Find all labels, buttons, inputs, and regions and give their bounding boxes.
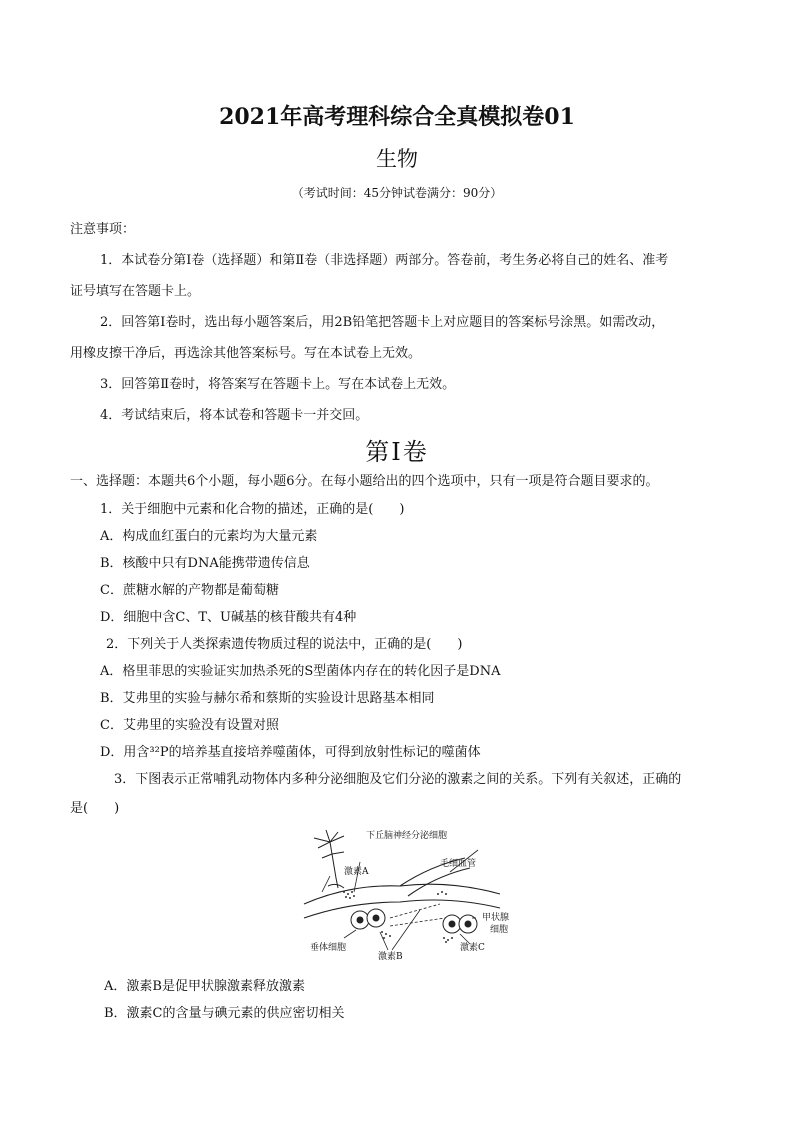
hypothalamus-neuron (314, 830, 344, 888)
question-option: A．构成血红蛋白的元素均为大量元素 (100, 529, 318, 544)
label-hormone-c: 激素C (460, 943, 485, 953)
thyroid-cells (443, 915, 477, 933)
question-option: B．核酸中只有DNA能携带遗传信息 (100, 556, 310, 571)
question-option: A．格里菲思的实验证实加热杀死的S型菌体内存在的转化因子是DNA (100, 664, 501, 679)
page-title: 2021年高考理科综合全真模拟卷01 (219, 104, 575, 130)
question-option: C．蔗糖水解的产物都是葡萄糖 (100, 583, 279, 598)
label-capillary: 毛细血管 (440, 859, 477, 869)
label-hormone-a: 激素A (344, 867, 369, 877)
label-hypothalamus: 下丘脑神经分泌细胞 (366, 831, 448, 841)
question-option: C．艾弗里的实验没有设置对照 (100, 718, 279, 733)
subject-title: 生物 (376, 147, 418, 171)
question-stem: 3．下图表示正常哺乳动物体内多种分泌细胞及它们分泌的激素之间的关系。下列有关叙述，正确的 (114, 772, 682, 787)
question-option: A．激素B是促甲状腺激素释放激素 (104, 979, 305, 994)
question-stem: 1．关于细胞中元素和化合物的描述，正确的是( ) (100, 502, 405, 517)
question-stem-continued: 是( ) (70, 801, 120, 816)
notice-item: 用橡皮擦干净后，再选涂其他答案标号。写在本试卷上无效。 (70, 346, 422, 361)
notice-item: 3．回答第Ⅱ卷时，将答案写在答题卡上。写在本试卷上无效。 (100, 377, 456, 392)
question-option: D．细胞中含C、T、U碱基的核苷酸共有4种 (100, 610, 357, 625)
label-thyroid-line1: 甲状腺 (482, 913, 510, 923)
question-option: D．用含³²P的培养基直接培养噬菌体，可得到放射性标记的噬菌体 (100, 745, 481, 760)
label-pituitary: 垂体细胞 (310, 943, 347, 953)
section-title: 第Ⅰ卷 (365, 438, 429, 466)
notice-item: 4．考试结束后，将本试卷和答题卡一并交回。 (100, 408, 369, 423)
notice-heading: 注意事项： (70, 222, 136, 237)
exam-time-info: （考试时间：45分钟试卷满分：90分） (291, 186, 503, 200)
notice-item: 2．回答第Ⅰ卷时，选出每小题答案后，用2B铅笔把答题卡上对应题目的答案标号涂黑。如需改动， (100, 315, 665, 330)
question-option: B．激素C的含量与碘元素的供应密切相关 (104, 1006, 345, 1021)
pituitary-cells (351, 909, 385, 929)
label-thyroid-line2: 细胞 (490, 925, 509, 935)
label-hormone-b: 激素B (378, 952, 403, 962)
endocrine-diagram (300, 826, 530, 966)
notice-item: 1．本试卷分第Ⅰ卷（选择题）和第Ⅱ卷（非选择题）两部分。答卷前，考生务必将自己的姓名、准考 (100, 253, 669, 268)
notice-item: 证号填写在答题卡上。 (70, 284, 201, 299)
question-stem: 2．下列关于人类探索遗传物质过程的说法中，正确的是( ) (106, 637, 463, 652)
part-instruction: 一、选择题：本题共6个小题，每小题6分。在每小题给出的四个选项中，只有一项是符合题目要求的。 (70, 474, 659, 489)
question-option: B．艾弗里的实验与赫尔希和蔡斯的实验设计思路基本相同 (100, 691, 435, 706)
